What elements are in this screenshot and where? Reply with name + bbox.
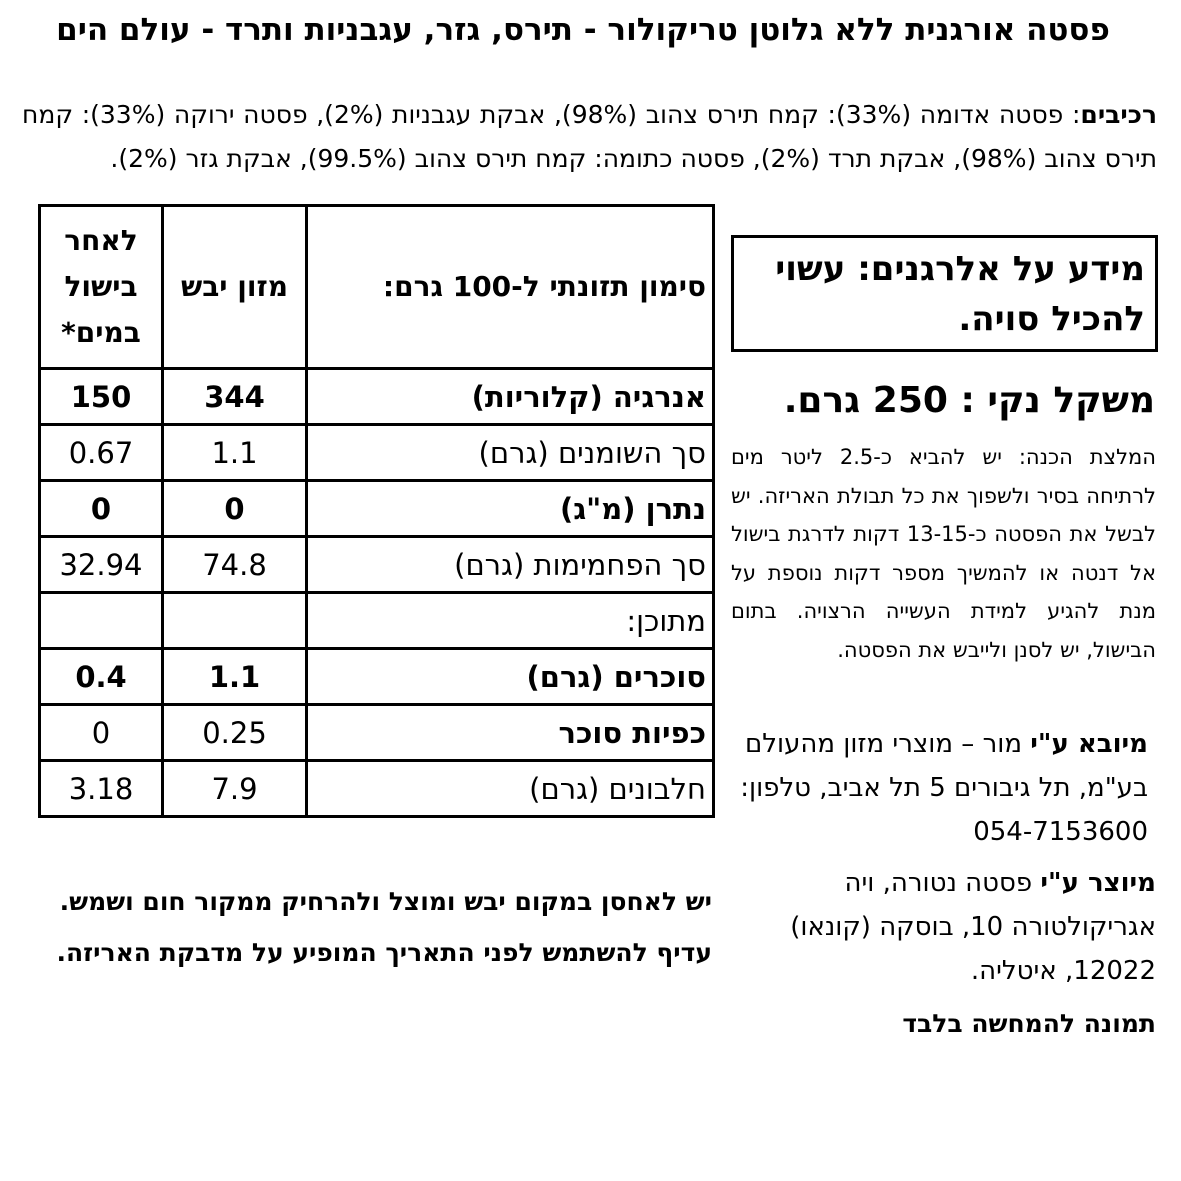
importer-text: מור – מוצרי מזון מהעולם בע"מ, תל גיבורים 5 תל אביב, טלפון: 054-7153600	[740, 729, 1148, 847]
allergen-box	[731, 235, 1158, 352]
nutrition-row	[40, 369, 714, 425]
ingredients-text: : פסטה אדומה (33%): קמח תירס צהוב (98%), אבקת עגבניות (2%), פסטה ירוקה (33%): קמח תירס צהוב (98%), אבקת תרד (2%), פסטה כתומה: קמח תירס צהוב (99.5%), אבקת גזר (2%).	[22, 100, 1157, 173]
nutrient-name: חלבונים (גרם)	[307, 761, 714, 817]
nutrient-name: אנרגיה (קלוריות)	[307, 369, 714, 425]
cooked-value: 0.67	[40, 425, 163, 481]
dry-value: 0.25	[163, 705, 307, 761]
cooked-value	[40, 593, 163, 649]
cooked-value: 0	[40, 481, 163, 537]
cooked-value: 0.4	[40, 649, 163, 705]
dry-value: 1.1	[163, 649, 307, 705]
nutrition-row	[40, 481, 714, 537]
preparation-instructions: המלצת הכנה: יש להביא כ-2.5 ליטר מים לרתיחה בסיר ולשפוך את כל תבולת האריזה. יש לבשל את הפסטה כ-13-15 דקות לדרגת בישול אל דנטה או להמשיך מספר דקות נוספת על מנת להגיע למידת העשייה הרצויה. בתום הבישול, יש לסנן ולייבש את הפסטה.	[731, 445, 1156, 662]
nutrient-name: סך השומנים (גרם)	[307, 425, 714, 481]
manufacturer-text: פסטה נטורה, ויה אגריקולטורה 10, בוסקה (קונאו) 12022, איטליה.	[790, 868, 1156, 986]
cooked-value: 0	[40, 705, 163, 761]
allergen-info: מידע על אלרגנים: עשוי להכיל סויה.	[775, 249, 1145, 339]
nutrient-name: נתרן (מ"ג)	[307, 481, 714, 537]
cooked-value: 32.94	[40, 537, 163, 593]
nutrition-row	[40, 537, 714, 593]
header-cooked: לאחר בישול במים*	[40, 206, 163, 369]
expiry-line: עדיף להשתמש לפני התאריך המופיע על מדבקת האריזה.	[56, 938, 712, 967]
importer-label: מיובא ע"י	[1030, 729, 1148, 759]
nutrition-header-row	[40, 206, 714, 369]
dry-value: 7.9	[163, 761, 307, 817]
nutrition-row	[40, 425, 714, 481]
ingredients-label: רכיבים	[1080, 100, 1157, 129]
storage-instructions	[45, 880, 712, 982]
nutrition-row	[40, 705, 714, 761]
nutrient-name: מתוכן:	[307, 593, 714, 649]
nutrition-row	[40, 593, 714, 649]
header-dry: מזון יבש	[163, 206, 307, 369]
image-disclaimer: תמונה להמחשה בלבד	[902, 1009, 1156, 1038]
dry-value: 1.1	[163, 425, 307, 481]
nutrition-row	[40, 761, 714, 817]
importer-info	[718, 722, 1156, 854]
nutrient-name: סוכרים (גרם)	[307, 649, 714, 705]
dry-value	[163, 593, 307, 649]
cooked-value: 150	[40, 369, 163, 425]
nutrient-name: סך הפחמימות (גרם)	[307, 537, 714, 593]
nutrition-row	[40, 649, 714, 705]
nutrient-name: כפיות סוכר	[307, 705, 714, 761]
dry-value: 74.8	[163, 537, 307, 593]
product-title: פסטה אורגנית ללא גלוטן טריקולור - תירס, גזר, עגבניות ותרד - עולם הים	[56, 12, 1110, 48]
nutrition-table	[38, 204, 715, 818]
cooked-value: 3.18	[40, 761, 163, 817]
header-nutrient: סימון תזונתי ל-100 גרם:	[307, 206, 714, 369]
dry-value: 344	[163, 369, 307, 425]
net-weight: משקל נקי : 250 גרם.	[783, 380, 1155, 421]
ingredients	[22, 93, 1157, 181]
storage-line: יש לאחסן במקום יבש ומוצל ולהרחיק ממקור חום ושמש.	[59, 887, 712, 916]
manufacturer-info	[726, 861, 1156, 993]
manufacturer-label: מיוצר ע"י	[1040, 868, 1156, 898]
dry-value: 0	[163, 481, 307, 537]
